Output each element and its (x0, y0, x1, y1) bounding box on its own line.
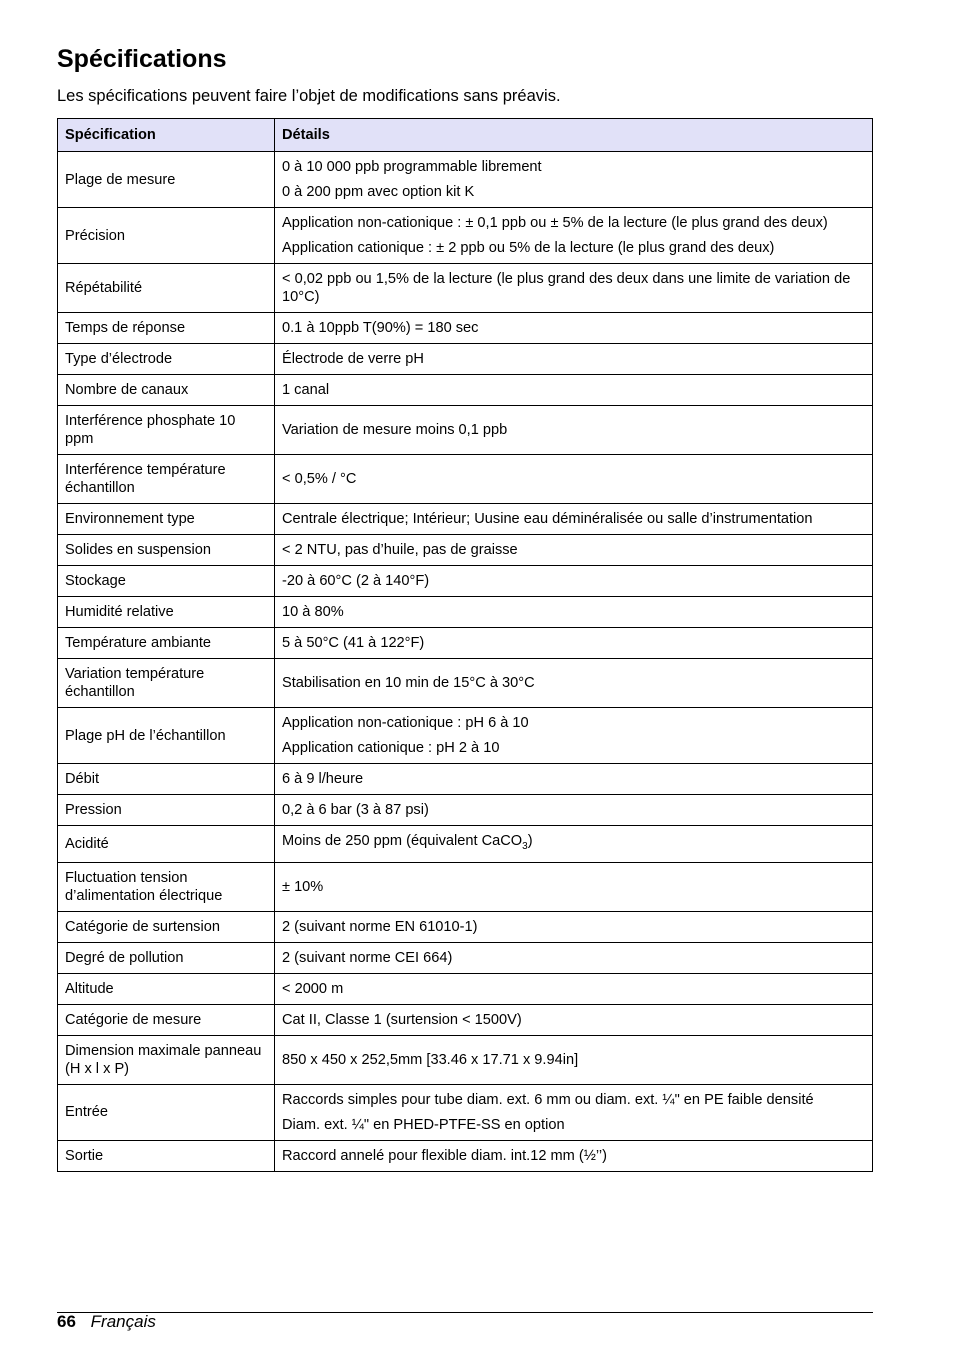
spec-details-cell (275, 313, 873, 344)
spec-details-cell (275, 504, 873, 535)
spec-name-cell: Solides en suspension (58, 535, 275, 566)
spec-name-cell: Altitude (58, 973, 275, 1004)
table-row (58, 708, 873, 764)
table-row (58, 455, 873, 504)
table-row (58, 208, 873, 264)
detail-line (282, 319, 865, 337)
specifications-table (57, 118, 873, 1172)
spec-details-cell (275, 344, 873, 375)
column-header-specification: Spécification (58, 119, 275, 152)
detail-text: Stabilisation en 10 min de 15°C à 30°C (282, 675, 535, 691)
spec-name-cell: Température ambiante (58, 628, 275, 659)
detail-text: Application cationique : pH 2 à 10 (282, 740, 500, 756)
detail-text: Électrode de verre pH (282, 351, 424, 367)
spec-name-cell: Dimension maximale panneau (H x l x P) (58, 1035, 275, 1084)
spec-name-cell: Temps de réponse (58, 313, 275, 344)
detail-line (282, 1147, 865, 1165)
detail-line (282, 158, 865, 176)
table-row (58, 942, 873, 973)
intro-text: Les spécifications peuvent faire l’objet de modifications sans préavis. (57, 87, 561, 105)
spec-name-cell: Sortie (58, 1140, 275, 1171)
detail-text: 10 à 80% (282, 604, 344, 620)
table-body (58, 152, 873, 1172)
detail-line (282, 1091, 865, 1109)
detail-text: 6 à 9 l/heure (282, 771, 364, 787)
detail-line (282, 832, 865, 856)
spec-details-cell (275, 455, 873, 504)
spec-details-cell (275, 862, 873, 911)
table-row (58, 628, 873, 659)
spec-details-cell (275, 406, 873, 455)
spec-details-cell (275, 911, 873, 942)
detail-line (282, 541, 865, 559)
spec-details-cell (275, 1084, 873, 1140)
spec-details-cell (275, 708, 873, 764)
detail-text: 0 à 10 000 ppb programmable librement (282, 159, 542, 175)
table-row (58, 795, 873, 826)
table-row (58, 826, 873, 863)
detail-suffix: ) (527, 833, 533, 849)
table-row (58, 911, 873, 942)
detail-line (282, 470, 865, 488)
spec-details-cell (275, 264, 873, 313)
detail-text: Application non-cationique : ± 0,1 ppb ou ± 5% de la lecture (le plus grand des deux) (282, 215, 828, 231)
detail-line (282, 918, 865, 936)
detail-text: Moins de 250 ppm (équivalent CaCO (282, 833, 523, 849)
spec-name-cell: Catégorie de mesure (58, 1004, 275, 1035)
spec-name-cell: Interférence température échantillon (58, 455, 275, 504)
table-row (58, 764, 873, 795)
table-row (58, 264, 873, 313)
spec-name-cell: Pression (58, 795, 275, 826)
detail-line (282, 674, 865, 692)
table-row (58, 659, 873, 708)
detail-text: < 0,5% / °C (282, 471, 357, 487)
table-row (58, 862, 873, 911)
spec-name-cell: Précision (58, 208, 275, 264)
table-row (58, 504, 873, 535)
table-row (58, 313, 873, 344)
spec-details-cell (275, 628, 873, 659)
spec-details-cell (275, 1035, 873, 1084)
spec-name-cell: Acidité (58, 826, 275, 863)
spec-name-cell: Degré de pollution (58, 942, 275, 973)
spec-name-cell: Environnement type (58, 504, 275, 535)
detail-line (282, 239, 865, 257)
spec-name-cell: Débit (58, 764, 275, 795)
detail-text: < 0,02 ppb ou 1,5% de la lecture (le plus grand des deux dans une limite de variation de 10°C) (282, 271, 851, 305)
detail-text: 0,2 à 6 bar (3 à 87 psi) (282, 802, 429, 818)
detail-text: 850 x 450 x 252,5mm [33.46 x 17.71 x 9.94in] (282, 1051, 579, 1068)
detail-text: < 2000 m (282, 980, 344, 997)
spec-name-cell: Stockage (58, 566, 275, 597)
spec-name-cell: Interférence phosphate 10 ppm (58, 406, 275, 455)
page-number: 66 (57, 1312, 76, 1331)
detail-text: Cat II, Classe 1 (surtension < 1500V) (282, 1011, 522, 1028)
page-title: Spécifications (57, 45, 227, 73)
spec-name-cell: Répétabilité (58, 264, 275, 313)
detail-line (282, 214, 865, 232)
detail-text: 2 (suivant norme CEI 664) (282, 949, 453, 966)
table-row (58, 597, 873, 628)
spec-details-cell (275, 597, 873, 628)
detail-line (282, 739, 865, 757)
detail-text: 0.1 à 10ppb T(90%) = 180 sec (282, 320, 479, 336)
spec-details-cell (275, 942, 873, 973)
spec-name-cell: Plage de mesure (58, 152, 275, 208)
detail-line (282, 270, 865, 306)
detail-line (282, 381, 865, 399)
detail-line (282, 603, 865, 621)
spec-details-cell (275, 375, 873, 406)
detail-line (282, 714, 865, 732)
detail-text: 2 (suivant norme EN 61010-1) (282, 918, 478, 935)
detail-line (282, 949, 865, 967)
spec-name-cell: Entrée (58, 1084, 275, 1140)
table-row (58, 344, 873, 375)
spec-details-cell (275, 535, 873, 566)
detail-line (282, 1116, 865, 1134)
detail-text: Raccords simples pour tube diam. ext. 6 mm ou diam. ext. ¼" en PE faible densité (282, 1091, 814, 1108)
spec-name-cell: Catégorie de surtension (58, 911, 275, 942)
spec-details-cell (275, 826, 873, 863)
spec-details-cell (275, 973, 873, 1004)
spec-details-cell (275, 152, 873, 208)
table-row (58, 1084, 873, 1140)
detail-line (282, 572, 865, 590)
detail-text: Application non-cationique : pH 6 à 10 (282, 715, 529, 731)
detail-line (282, 801, 865, 819)
detail-line (282, 1051, 865, 1069)
spec-details-cell (275, 659, 873, 708)
table-row (58, 152, 873, 208)
detail-text: < 2 NTU, pas d’huile, pas de graisse (282, 542, 518, 558)
column-header-details: Détails (275, 119, 873, 152)
table-row (58, 1140, 873, 1171)
table-row (58, 973, 873, 1004)
detail-text: Raccord annelé pour flexible diam. int.12 mm (½’’) (282, 1147, 607, 1164)
detail-text: 0 à 200 ppm avec option kit K (282, 184, 475, 200)
table-row (58, 566, 873, 597)
detail-line (282, 878, 865, 896)
detail-line (282, 770, 865, 788)
detail-subscript: 3 (522, 840, 528, 852)
detail-text: Variation de mesure moins 0,1 ppb (282, 422, 508, 438)
spec-name-cell: Type d’électrode (58, 344, 275, 375)
detail-line (282, 183, 865, 201)
spec-name-cell: Variation température échantillon (58, 659, 275, 708)
detail-text: Centrale électrique; Intérieur; Uusine eau déminéralisée ou salle d’instrumentation (282, 511, 813, 527)
page-footer (57, 1311, 156, 1333)
spec-name-cell: Fluctuation tension d’alimentation électrique (58, 862, 275, 911)
spec-details-cell (275, 208, 873, 264)
detail-text: 5 à 50°C (41 à 122°F) (282, 635, 425, 651)
spec-details-cell (275, 795, 873, 826)
detail-line (282, 1011, 865, 1029)
spec-details-cell (275, 1140, 873, 1171)
detail-line (282, 634, 865, 652)
detail-line (282, 980, 865, 998)
spec-details-cell (275, 1004, 873, 1035)
detail-line (282, 421, 865, 439)
table-row (58, 535, 873, 566)
table-row (58, 1004, 873, 1035)
spec-name-cell: Nombre de canaux (58, 375, 275, 406)
spec-details-cell (275, 566, 873, 597)
table-header-row (58, 119, 873, 152)
footer-language: Français (90, 1312, 156, 1331)
detail-text: ± 10% (282, 878, 324, 895)
detail-text: 1 canal (282, 382, 330, 398)
detail-line (282, 510, 865, 528)
spec-name-cell: Plage pH de l’échantillon (58, 708, 275, 764)
table-row (58, 375, 873, 406)
detail-text: Diam. ext. ¼" en PHED-PTFE-SS en option (282, 1116, 565, 1133)
detail-line (282, 350, 865, 368)
spec-name-cell: Humidité relative (58, 597, 275, 628)
table-row (58, 406, 873, 455)
detail-text: Application cationique : ± 2 ppb ou 5% de la lecture (le plus grand des deux) (282, 240, 775, 256)
footer-rule (57, 1312, 873, 1313)
spec-details-cell (275, 764, 873, 795)
table-row (58, 1035, 873, 1084)
detail-text: -20 à 60°C (2 à 140°F) (282, 573, 430, 589)
